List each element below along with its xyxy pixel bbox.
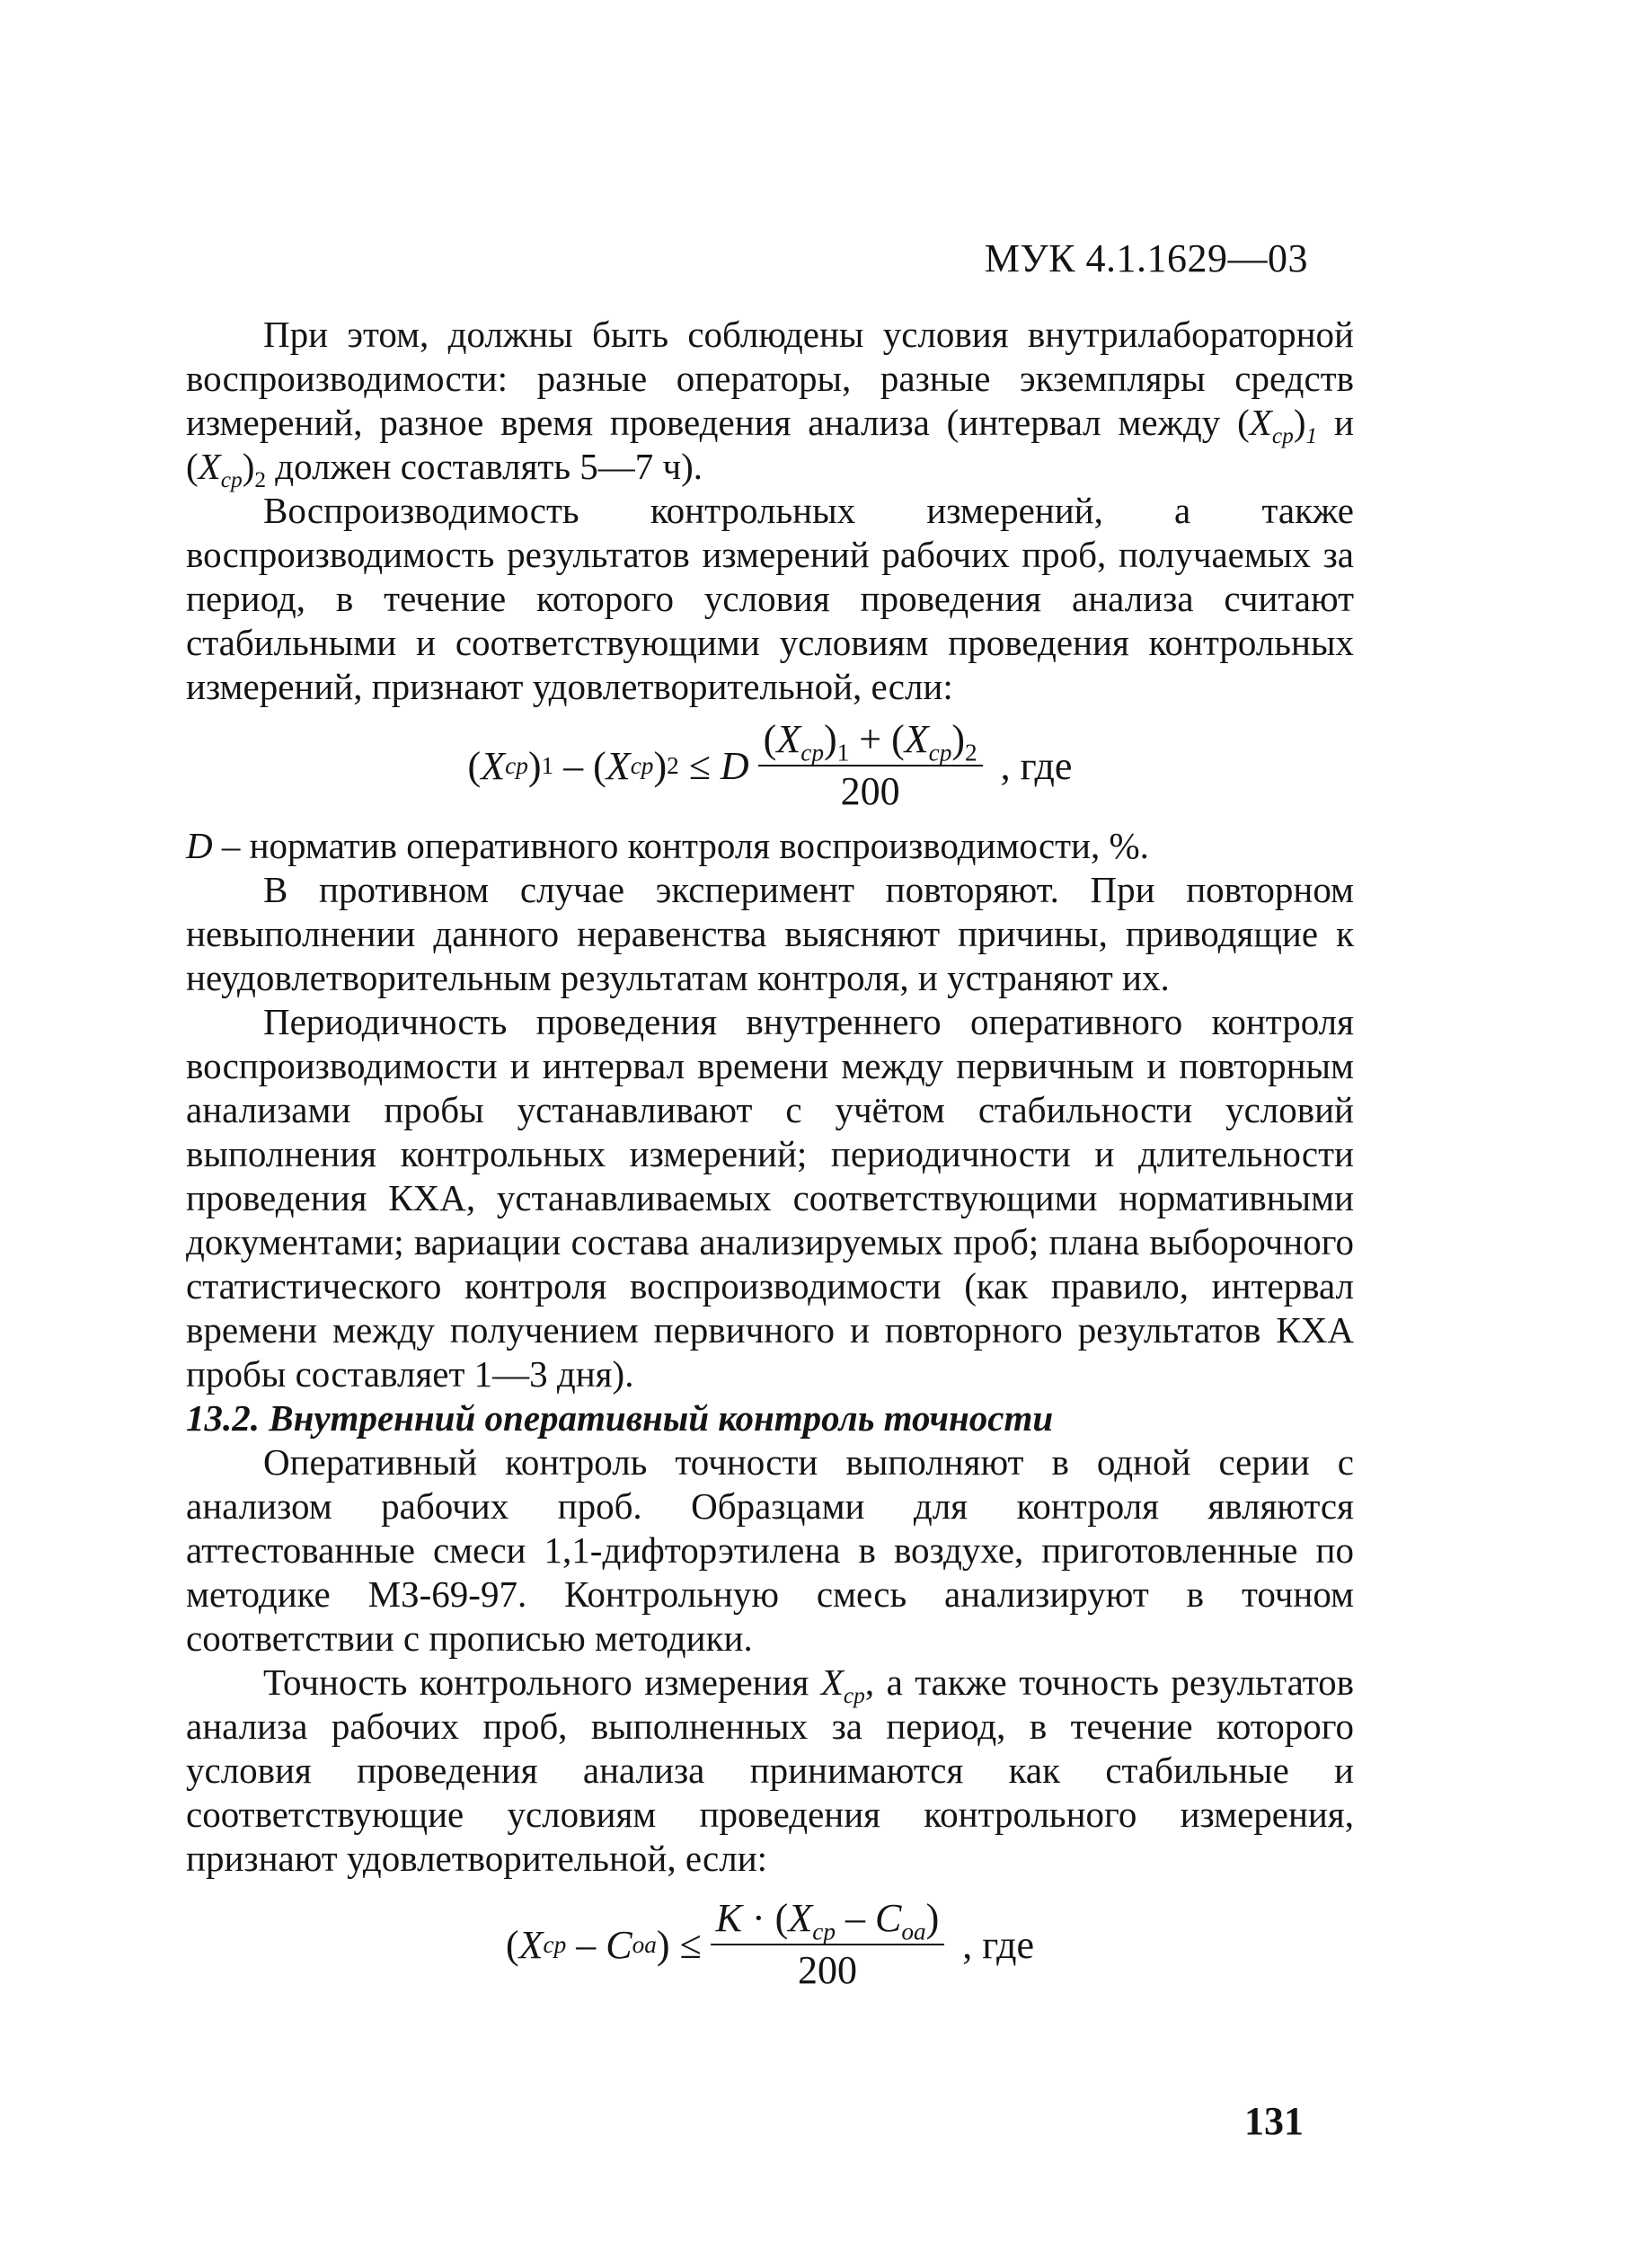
formula-accuracy: ( X cp – C oa ) ≤ $\frac{K \cdot (X_{cp} - C_{oa})}{200}$ , где bbox=[505, 1896, 1035, 1992]
document-code-header: МУК 4.1.1629—03 bbox=[984, 236, 1308, 280]
paragraph-reproducibility-conditions: При этом, должны быть соблюдены условия внутрилабораторной воспроизводимости: разные операторы, разные экземпляры средств измерений, разное время проведения анализа (интервал между $(X_{cp})_1$ и $(X_{cp})_2$ должен составлять 5—7 ч). bbox=[186, 314, 1354, 492]
paragraph-accuracy-criterion: Точность контрольного измерения $X_{cp}$, а также точность результатов анализа рабочих проб, выполненных за период, в течение которого условия проведения анализа принимаются как стабильные и соответствующие условиям проведения контрольного измерения, признают удовлетворительной, если: bbox=[186, 1661, 1354, 1879]
page-number: 131 bbox=[1244, 2099, 1304, 2143]
paragraph-repeat-experiment: В противном случае эксперимент повторяют. При повторном невыполнении данного неравенства выясняют причины, приводящие к неудовлетворительным результатам контроля, и устраняют их. bbox=[186, 869, 1354, 998]
main-text bbox=[186, 313, 1354, 2003]
formula-fraction: $\frac{K \cdot (X_{cp} - C_{oa})}{200}$ bbox=[711, 1897, 945, 1992]
inline-formula-interval: $(X_{cp})_1$ и $(X_{cp})_2$ bbox=[186, 402, 1354, 492]
formula-reproducibility: ( X cp ) 1 – ( X cp ) 2 ≤ D $\frac{(X_{cp})_1 + (X_{cp})_2}{200}$ , где bbox=[467, 717, 1073, 813]
paragraph-accuracy-control: Оперативный контроль точности выполняют в одной серии с анализом рабочих проб. Образцами для контроля являются аттестованные смеси 1,1-дифторэтилена в воздухе, приготовленные по методике МЗ-69-97. Контрольную смесь анализируют в точном соответствии с прописью методики. bbox=[186, 1441, 1354, 1659]
section-heading: 13.2. Внутренний оперативный контроль точности bbox=[186, 1397, 1054, 1439]
formula-fraction: $\frac{(X_{cp})_1 + (X_{cp})_2}{200}$ bbox=[758, 718, 983, 813]
paragraph-periodicity: Периодичность проведения внутреннего оперативного контроля воспроизводимости и интервал времени между первичным и повторным анализами пробы устанавливают с учётом стабильности условий выполнения контрольных измерений; периодичности и длительности проведения КХА, устанавливаемых соответствующими нормативными документами; вариации состава анализируемых проб; плана выборочного статистического контроля воспроизводимости (как правило, интервал времени между получением первичного и повторного результатов КХА пробы составляет 1—3 дня). bbox=[186, 1001, 1354, 1395]
paragraph-reproducibility-criterion: Воспроизводимость контрольных измерений, а также воспроизводимость результатов измерений рабочих проб, получаемых за период, в течение которого условия проведения анализа считают стабильными и соответствующими условиям проведения контрольных измерений, признают удовлетворительной, если: bbox=[186, 490, 1354, 707]
paragraph-d-definition: D – норматив оперативного контроля воспроизводимости, %. bbox=[186, 825, 1149, 866]
